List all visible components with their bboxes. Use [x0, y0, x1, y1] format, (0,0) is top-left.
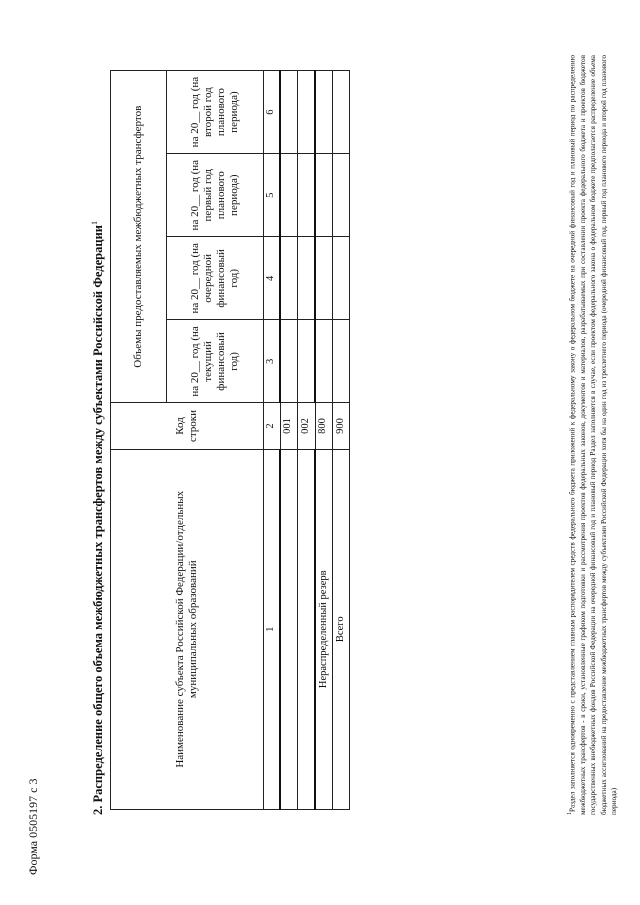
total-row-all: [333, 71, 350, 810]
reserve-label: Нераспределенный резерв: [315, 449, 333, 809]
header-row-group: [111, 71, 167, 810]
total-code: 900: [333, 403, 350, 449]
column-number-row: [264, 71, 281, 810]
table-row: [280, 71, 298, 810]
total-label: Всего: [333, 449, 350, 809]
value-cell[interactable]: [280, 154, 298, 237]
reserve-code: 800: [315, 403, 333, 449]
col-number: 2: [264, 403, 281, 449]
header-year-next: на 20__ год (на очередной финансовый год): [167, 237, 264, 320]
value-cell[interactable]: [333, 237, 350, 320]
footnote-text: Раздел заполняется одновременно с представлением главным распорядителем средств федерального бюджета приложений к федеральному закону о федеральном бюджете на очередной финансовый год и плановый период по распределению межбюджетных трансфертов - в сроки, установленные графиком подготовки и рассмотрения проектов федеральных законов, документов и материалов, разрабатываемых при составлении проекта федерального бюджета и проектов бюджетов государственных внебюджетных фондов Российской Федерации на очередной финансовый год и плановый период Раздел заполняется в случае, если проектом федерального закона о федеральном бюджете предполагается распределение объема бюджетных ассигнований на предоставление межбюджетных трансфертов между субъектами Российской Федерации хотя бы на один год из трехлетнего периода (очередной финансовый год, первый год планового периода и второй год планового периода): [568, 55, 619, 815]
col-number: 6: [264, 71, 281, 154]
total-row-reserve: [315, 71, 333, 810]
col-number: 1: [264, 449, 281, 809]
value-cell[interactable]: [333, 71, 350, 154]
header-volumes-group: Объемы предоставляемых межбюджетных трансфертов: [111, 71, 167, 403]
section-title-footnote-mark: 1: [90, 221, 99, 225]
form-code: Форма 0505197 с 3: [26, 778, 40, 875]
value-cell[interactable]: [333, 154, 350, 237]
section-title-text: 2. Распределение общего объема межбюджетных трансфертов между субъектами Российской Федерации: [91, 225, 106, 815]
value-cell[interactable]: [298, 237, 316, 320]
value-cell[interactable]: [315, 320, 333, 403]
value-cell[interactable]: [333, 320, 350, 403]
header-code: Код строки: [111, 403, 264, 449]
header-year-first: на 20__ год (на первый год планового периода): [167, 154, 264, 237]
footnote-mark: 1: [567, 812, 573, 815]
table-row: [298, 71, 316, 810]
header-year-second: на 20__ год (на второй год планового периода): [167, 71, 264, 154]
value-cell[interactable]: [315, 71, 333, 154]
col-number: 4: [264, 237, 281, 320]
row-code-cell: 001: [280, 403, 298, 449]
value-cell[interactable]: [315, 237, 333, 320]
value-cell[interactable]: [315, 154, 333, 237]
value-cell[interactable]: [280, 320, 298, 403]
row-code-cell: 002: [298, 403, 316, 449]
row-name-cell[interactable]: [280, 449, 298, 809]
value-cell[interactable]: [280, 237, 298, 320]
section-title: [90, 221, 106, 815]
footnote: [565, 55, 620, 815]
value-cell[interactable]: [298, 320, 316, 403]
header-name: Наименование субъекта Российской Федерации/отдельных муниципальных образований: [111, 449, 264, 809]
value-cell[interactable]: [298, 154, 316, 237]
col-number: 5: [264, 154, 281, 237]
value-cell[interactable]: [280, 71, 298, 154]
row-name-cell[interactable]: [298, 449, 316, 809]
col-number: 3: [264, 320, 281, 403]
value-cell[interactable]: [298, 71, 316, 154]
transfers-table: [110, 70, 350, 810]
header-year-current: на 20__ год (на текущий финансовый год): [167, 320, 264, 403]
